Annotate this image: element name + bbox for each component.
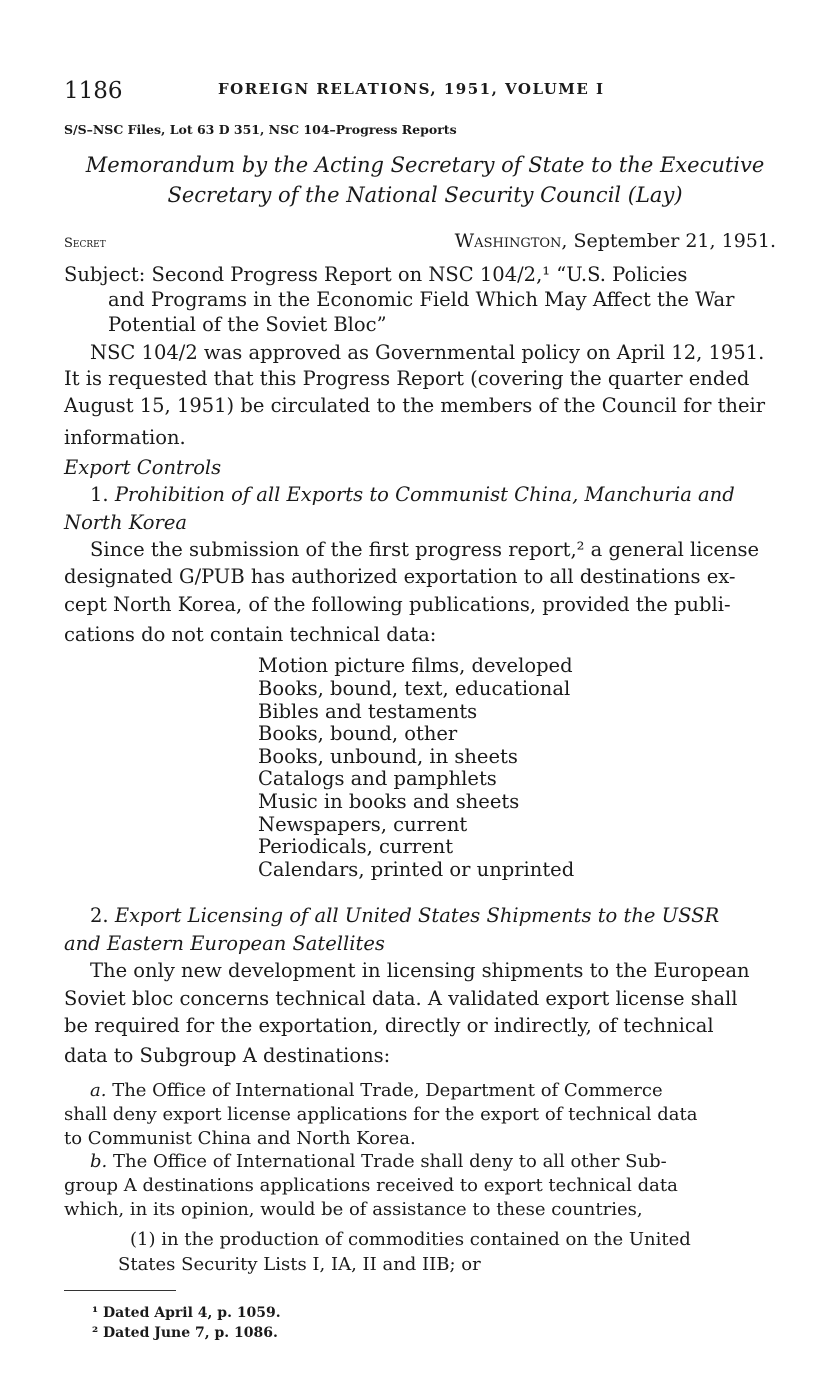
item1-number: 1. [90,483,109,506]
subitem-1-line-1: (1) in the production of commodities contained on the United [130,1229,691,1250]
memo-title-line-1: Memorandum by the Acting Secretary of State to the Executive [85,153,765,177]
file-reference: S/S–NSC Files, Lot 63 D 351, NSC 104–Progress Reports [64,122,457,137]
item2-text-line: data to Subgroup A destinations: [64,1044,391,1067]
memo-title-line-2: Secretary of the National Security Council (Lay) [167,183,683,207]
subitem-a-line: to Communist China and North Korea. [64,1128,416,1149]
subitem-1-line-2: States Security Lists I, IA, II and IIB; or [118,1254,481,1275]
publication-list-item: Books, bound, other [258,722,458,745]
para1-line: August 15, 1951) be circulated to the members of the Council for their [64,394,766,417]
publication-list-item: Calendars, printed or unprinted [258,858,575,881]
publication-list-item: Periodicals, current [258,835,454,858]
subitem-a-line: shall deny export license applications for the export of technical data [64,1104,698,1125]
para1-line: information. [64,426,186,449]
publication-list-item: Music in books and sheets [258,790,520,813]
subject-line-2: and Programs in the Economic Field Which May Affect the War [108,288,735,311]
item1-heading-line-2: North Korea [64,511,187,534]
item1-text-line: designated G/PUB has authorized exportation to all destinations ex- [64,565,736,588]
publication-list-item: Books, unbound, in sheets [258,745,518,768]
subitem-b-line: b. The Office of International Trade shall deny to all other Sub- [90,1151,667,1172]
item2-text-line: Soviet bloc concerns technical data. A validated export license shall [64,987,738,1010]
item1-heading: Prohibition of all Exports to Communist China, Manchuria and [114,483,735,506]
item2-text-line: be required for the exportation, directly or indirectly, of technical [64,1014,714,1037]
item1-text-line: Since the submission of the first progress report,² a general license [90,538,760,561]
item1-text-line: cept North Korea, of the following publications, provided the publi- [64,593,731,616]
publication-list-item: Catalogs and pamphlets [258,767,497,790]
item2-heading-line-2: and Eastern European Satellites [64,932,385,955]
section-heading: Export Controls [64,456,222,479]
footnote-divider [64,1290,176,1291]
item1-text-line: cations do not contain technical data: [64,623,437,646]
item2-number: 2. [90,904,109,927]
item2-heading-line-1 [90,903,719,928]
subject-line-1: Subject: Second Progress Report on NSC 104/2,¹ “U.S. Policies [64,263,688,286]
para1-line: It is requested that this Progress Report (covering the quarter ended [64,367,750,390]
classification-marking: Secret [64,236,106,251]
footnote-1: ¹ Dated April 4, p. 1059. [92,1305,281,1321]
dateline-date: , September 21, 1951. [561,230,776,252]
subitem-b-line: group A destinations applications received to export technical data [64,1175,678,1196]
memo-title [64,150,786,210]
publication-list-item: Books, bound, text, educational [258,677,571,700]
para1-line: NSC 104/2 was approved as Governmental policy on April 12, 1951. [90,341,765,364]
publication-list-item: Bibles and testaments [258,700,478,723]
page-number: 1186 [64,78,123,104]
subitem-b-line: which, in its opinion, would be of assistance to these countries, [64,1199,643,1220]
subitem-a-line: a. The Office of International Trade, Department of Commerce [90,1080,663,1101]
publication-list-item: Motion picture films, developed [258,654,573,677]
dateline [455,230,776,252]
item1-heading-line-1 [90,482,735,507]
publication-list-item: Newspapers, current [258,813,468,836]
footnote-2: ² Dated June 7, p. 1086. [92,1325,278,1341]
subitem-b-letter: b. [90,1151,108,1172]
running-header: FOREIGN RELATIONS, 1951, VOLUME I [218,80,605,98]
item2-text-line: The only new development in licensing shipments to the European [90,959,750,982]
dateline-place: Washington [454,230,562,252]
item2-heading: Export Licensing of all United States Shipments to the USSR [114,904,720,927]
subject-line-3: Potential of the Soviet Bloc” [108,313,387,336]
subitem-a-letter: a. [90,1080,107,1101]
